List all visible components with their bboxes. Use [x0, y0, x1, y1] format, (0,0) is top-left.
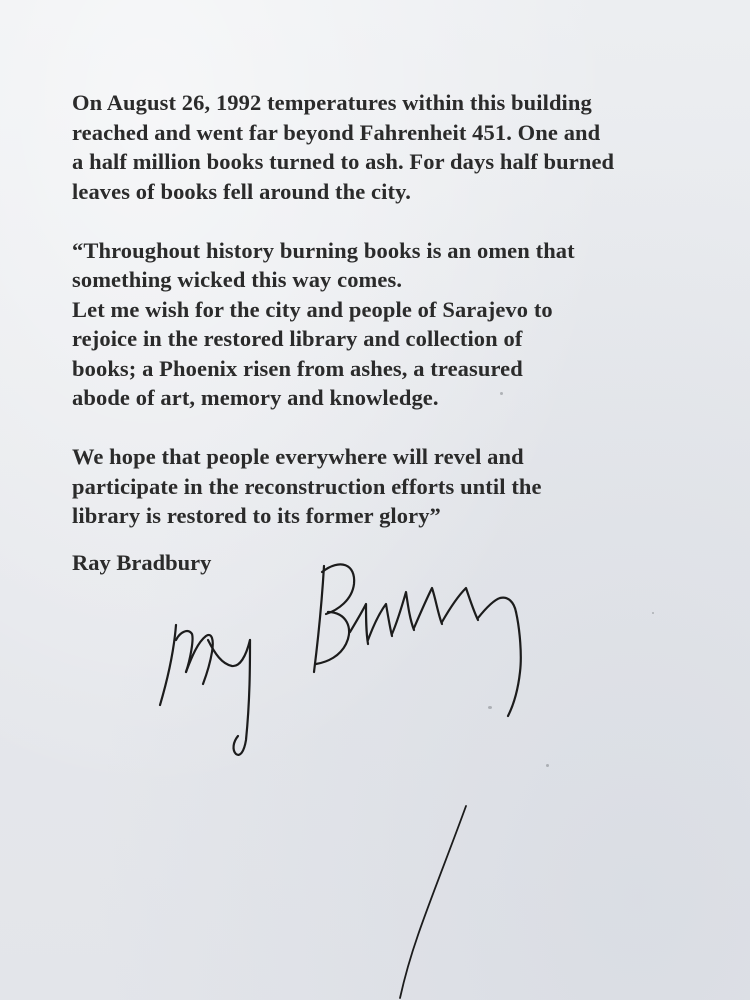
paper-speck: [546, 764, 549, 767]
text-line: On August 26, 1992 temperatures within this building: [72, 90, 592, 115]
text-line: reached and went far beyond Fahrenheit 451. One and: [72, 119, 601, 145]
text-line: abode of art, memory and knowledge.: [72, 385, 439, 410]
paragraph-quote-hope: [72, 442, 672, 531]
text-line: participate in the reconstruction efforts until the: [72, 473, 542, 499]
author-name: Ray Bradbury: [72, 550, 212, 575]
paper-speck: [652, 612, 654, 614]
text-line: “Throughout history burning books is an omen that: [72, 237, 575, 263]
text-line: a half million books turned to ash. For days half burned: [72, 149, 615, 174]
text-line: books; a Phoenix risen from ashes, a treasured: [72, 355, 523, 381]
paragraph-quote-wish: [72, 236, 672, 413]
text-line: Let me wish for the city and people of Sarajevo to: [72, 296, 553, 322]
text-line: something wicked this way comes.: [72, 267, 403, 292]
text-line: We hope that people everywhere will revel and: [72, 444, 524, 469]
letter-body: [72, 88, 672, 560]
paper-speck: [500, 392, 503, 395]
text-line: rejoice in the restored library and collection of: [72, 326, 523, 351]
paper-speck: [488, 706, 492, 709]
paragraph-fire-account: [72, 88, 672, 206]
text-line: leaves of books fell around the city.: [72, 178, 411, 204]
text-line: library is restored to its former glory”: [72, 503, 441, 528]
